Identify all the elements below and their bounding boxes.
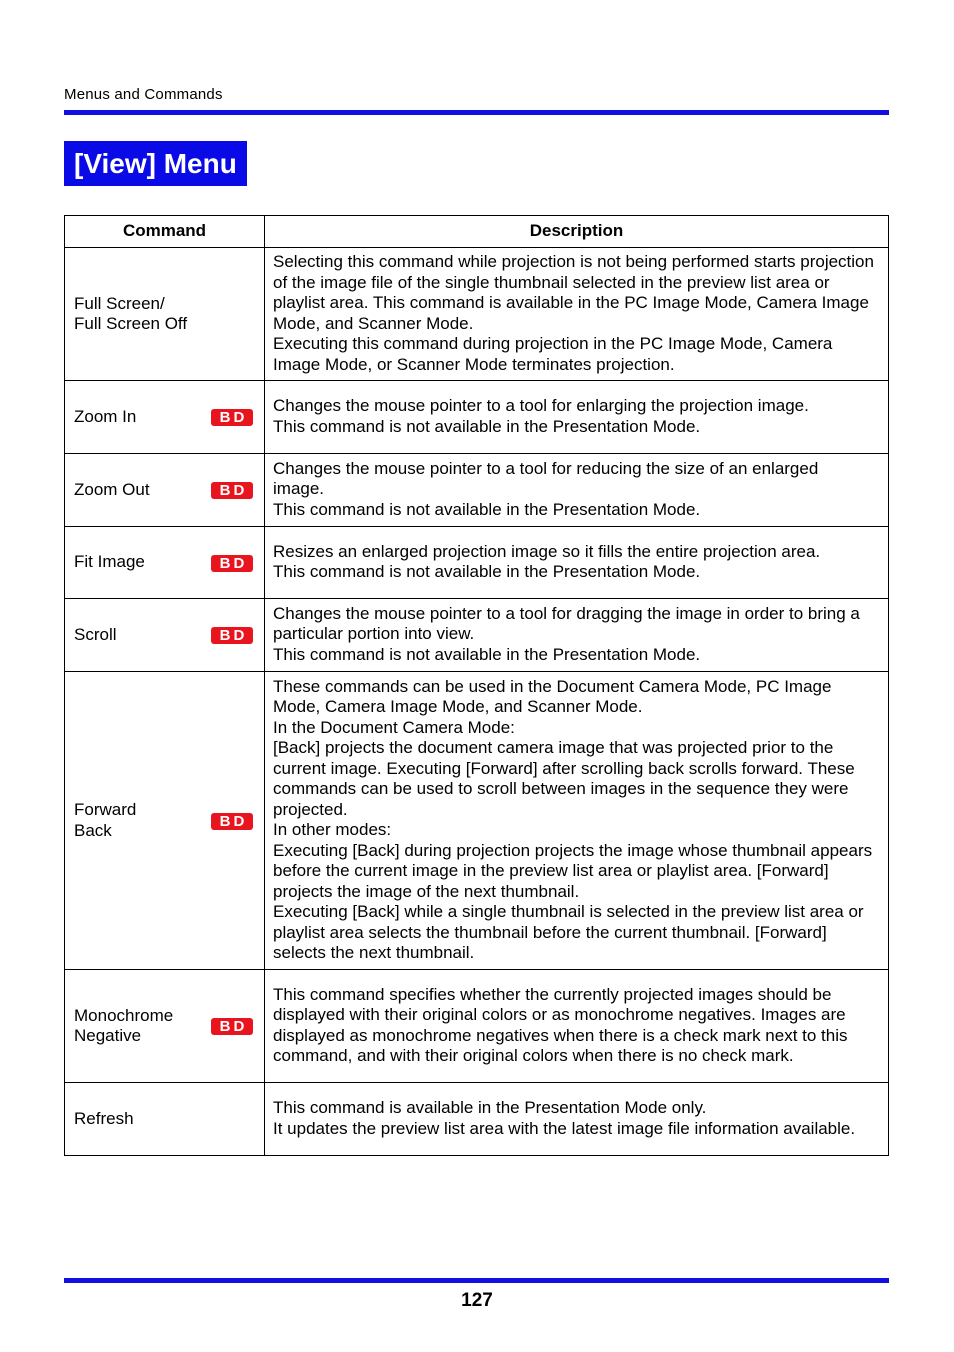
description-paragraph: This command specifies whether the currently projected images should be displayed with their original colors or as monochrome negatives. Images are displayed as monochrome negatives when there is a check mark next to this command, and with their original colors when there is no check mark. bbox=[273, 984, 848, 1065]
bd-badge-icon: BD bbox=[211, 555, 253, 572]
command-name: Monochrome Negative bbox=[74, 1005, 174, 1045]
description-paragraph: This command is not available in the Presentation Mode. bbox=[273, 562, 701, 581]
command-name: Zoom Out bbox=[74, 479, 150, 499]
bd-badge-icon: BD bbox=[211, 813, 253, 830]
command-cell bbox=[65, 599, 265, 672]
description-paragraph: In other modes: bbox=[273, 820, 392, 839]
column-header-description: Description bbox=[265, 216, 889, 248]
bd-badge-icon: BD bbox=[211, 409, 253, 426]
command-cell bbox=[65, 248, 265, 381]
command-name: Full Screen/ Full Screen Off bbox=[74, 293, 188, 333]
description-cell bbox=[265, 381, 889, 454]
column-header-command: Command bbox=[65, 216, 265, 248]
description-cell bbox=[265, 599, 889, 672]
footer-rule bbox=[64, 1278, 889, 1283]
description-paragraph: Executing [Back] while a single thumbnail is selected in the preview list area or playlist area selects the thumbnail before the current thumbnail. [Forward] selects the next thumbnail. bbox=[273, 902, 864, 962]
description-paragraph: These commands can be used in the Document Camera Mode, PC Image Mode, Camera Image Mode, and Scanner Mode. bbox=[273, 676, 832, 716]
page-number: 127 bbox=[461, 1290, 493, 1311]
description-paragraph: Resizes an enlarged projection image so it fills the entire projection area. bbox=[273, 541, 821, 561]
description-paragraph: Selecting this command while projection is not being performed starts projection of the image file of the single thumbnail selected in the preview list area or playlist area. This command is available in the PC Image Mode, Camera Image Mode, and Scanner Mode. bbox=[273, 252, 874, 333]
description-paragraph: This command is not available in the Presentation Mode. bbox=[273, 499, 701, 519]
command-name: Refresh bbox=[74, 1108, 134, 1128]
table-row bbox=[65, 454, 889, 527]
description-paragraph: Executing this command during projection in the PC Image Mode, Camera Image Mode, or Scanner Mode terminates projection. bbox=[273, 334, 833, 374]
description-cell bbox=[265, 1083, 889, 1156]
command-cell bbox=[65, 1083, 265, 1156]
description-cell bbox=[265, 454, 889, 527]
page-title: [View] Menu bbox=[64, 141, 247, 186]
table-row bbox=[65, 599, 889, 672]
description-paragraph: Executing [Back] during projection projects the image whose thumbnail appears before the current image in the preview list area or playlist area. [Forward] projects the image of the next thumbnail. bbox=[273, 840, 873, 901]
command-name: Forward Back bbox=[74, 800, 137, 840]
bd-badge-icon: BD bbox=[211, 1018, 253, 1035]
description-paragraph: [Back] projects the document camera image that was projected prior to the current image. Executing [Forward] after scrolling back scrolls forward. These commands can be used to scroll between images in the sequence they were projected. bbox=[273, 738, 855, 819]
bd-badge-icon: BD bbox=[211, 627, 253, 644]
command-cell bbox=[65, 381, 265, 454]
description-paragraph: In the Document Camera Mode: bbox=[273, 717, 515, 737]
table-header-row bbox=[65, 216, 889, 248]
table-row bbox=[65, 381, 889, 454]
description-cell bbox=[265, 248, 889, 381]
description-paragraph: Changes the mouse pointer to a tool for dragging the image in order to bring a particular portion into view. bbox=[273, 603, 860, 644]
description-cell bbox=[265, 672, 889, 970]
command-name: Zoom In bbox=[74, 406, 137, 426]
command-cell bbox=[65, 672, 265, 970]
description-paragraph: This command is not available in the Presentation Mode. bbox=[273, 416, 701, 436]
table-row bbox=[65, 527, 889, 599]
description-cell bbox=[265, 970, 889, 1083]
description-paragraph: This command is available in the Presentation Mode only. bbox=[273, 1098, 707, 1117]
bd-badge-icon: BD bbox=[211, 482, 253, 499]
running-head: Menus and Commands bbox=[64, 86, 223, 103]
description-paragraph: It updates the preview list area with the latest image file information available. bbox=[273, 1118, 856, 1138]
command-cell bbox=[65, 970, 265, 1083]
description-paragraph: This command is not available in the Presentation Mode. bbox=[273, 644, 701, 664]
command-cell bbox=[65, 454, 265, 527]
command-cell bbox=[65, 527, 265, 599]
command-name: Fit Image bbox=[74, 552, 145, 572]
description-cell bbox=[265, 527, 889, 599]
description-paragraph: Changes the mouse pointer to a tool for reducing the size of an enlarged image. bbox=[273, 458, 819, 499]
table-row bbox=[65, 1083, 889, 1156]
description-paragraph: Changes the mouse pointer to a tool for enlarging the projection image. bbox=[273, 396, 809, 415]
table-row bbox=[65, 672, 889, 970]
command-table bbox=[64, 215, 889, 1156]
table-row bbox=[65, 970, 889, 1083]
command-name: Scroll bbox=[74, 624, 117, 644]
table-row bbox=[65, 248, 889, 381]
header-rule bbox=[64, 110, 889, 115]
